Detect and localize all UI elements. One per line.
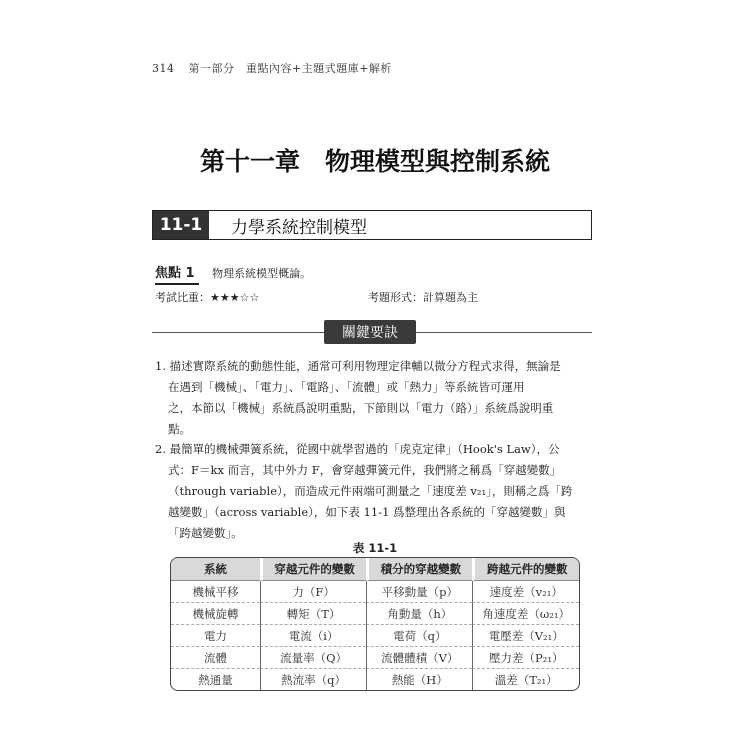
table-header-row — [171, 558, 579, 581]
column-header: 穿越元件的變數 — [260, 558, 366, 581]
table-row — [171, 668, 579, 690]
paragraph-line: 在遇到「機械」、「電力」、「電路」、「流體」或「熱力」等系統皆可運用 — [168, 380, 525, 394]
exam-weight: 考試比重：★★★☆☆ — [155, 291, 260, 304]
page-number: 314 — [152, 62, 175, 75]
paragraph-line: 式：F＝kx 而言，其中外力 F，會穿越彈簧元件，我們將之稱爲「穿越變數」 — [168, 463, 562, 477]
table-cell: 電荷（q） — [366, 624, 472, 646]
table-cell: 熱流率（q） — [260, 668, 366, 690]
paragraph-line: 之，本節以「機械」系統爲說明重點，下節則以「電力（路）」系統爲說明重 — [168, 401, 554, 415]
paragraph-line: 點。 — [168, 422, 191, 436]
table-row — [171, 646, 579, 668]
table-row — [171, 581, 579, 602]
section-heading — [152, 210, 592, 240]
table-cell: 溫差（T₂₁） — [472, 668, 579, 690]
paragraph-line: 2. 最簡單的機械彈簧系統，從國中就學習過的「虎克定律」（Hook's Law），公 — [155, 442, 560, 456]
table-cell: 流體體積（V） — [366, 646, 472, 668]
paragraph-line: 1. 描述實際系統的動態性能，通常可利用物理定律輔以微分方程式求得，無論是 — [155, 359, 561, 373]
key-points-badge: 關鍵要訣 — [324, 320, 416, 344]
focus-tag: 焦點 1 — [155, 262, 199, 285]
table-cell: 熱能（H） — [366, 668, 472, 690]
paragraph-line: 「跨越變數」。 — [168, 526, 243, 540]
table-cell: 角速度差（ω₂₁） — [472, 602, 579, 624]
table-cell: 力（F） — [260, 581, 366, 602]
running-title: 第一部分 重點內容+主題式題庫+解析 — [188, 62, 392, 75]
table-cell: 電流（i） — [260, 624, 366, 646]
focus-line — [155, 262, 311, 285]
column-header: 系統 — [171, 558, 260, 581]
page-header — [152, 60, 392, 76]
table-cell: 機械平移 — [192, 584, 239, 599]
exam-format: 考題形式：計算題為主 — [368, 291, 478, 304]
table-cell: 流量率（Q） — [260, 646, 366, 668]
column-header: 積分的穿越變數 — [366, 558, 472, 581]
table-cell: 機械旋轉 — [171, 602, 260, 624]
table-row — [171, 624, 579, 646]
section-title: 力學系統控制模型 — [231, 217, 367, 238]
paragraph-2 — [155, 439, 595, 544]
table-cell: 平移動量（p） — [366, 581, 472, 602]
table-caption: 表 11-1 — [352, 541, 398, 555]
table-cell: 熱通量 — [171, 668, 260, 690]
paragraph-1 — [155, 356, 595, 440]
column-header: 跨越元件的變數 — [472, 558, 579, 581]
section-number: 11-1 — [153, 211, 209, 239]
table-cell: 電壓差（V₂₁） — [472, 624, 579, 646]
table-cell: 電力 — [171, 624, 260, 646]
variables-table — [170, 557, 580, 691]
paragraph-line: （through variable），而造成元件兩端可測量之「速度差 v₂₁」，則稱之爲「跨 — [168, 484, 573, 498]
table-cell: 速度差（v₂₁） — [472, 581, 579, 602]
table-cell: 角動量（h） — [366, 602, 472, 624]
paragraph-line: 越變數」（across variable），如下表 11-1 爲整理出各系統的「穿越變數」與 — [168, 505, 566, 519]
table-cell: 流體 — [171, 646, 260, 668]
focus-text: 物理系統模型概論。 — [212, 267, 312, 280]
table-cell: 轉矩（T） — [260, 602, 366, 624]
chapter-title: 第十一章 物理模型與控制系統 — [199, 147, 550, 176]
table-cell: 壓力差（P₂₁） — [472, 646, 579, 668]
table-row — [171, 602, 579, 624]
